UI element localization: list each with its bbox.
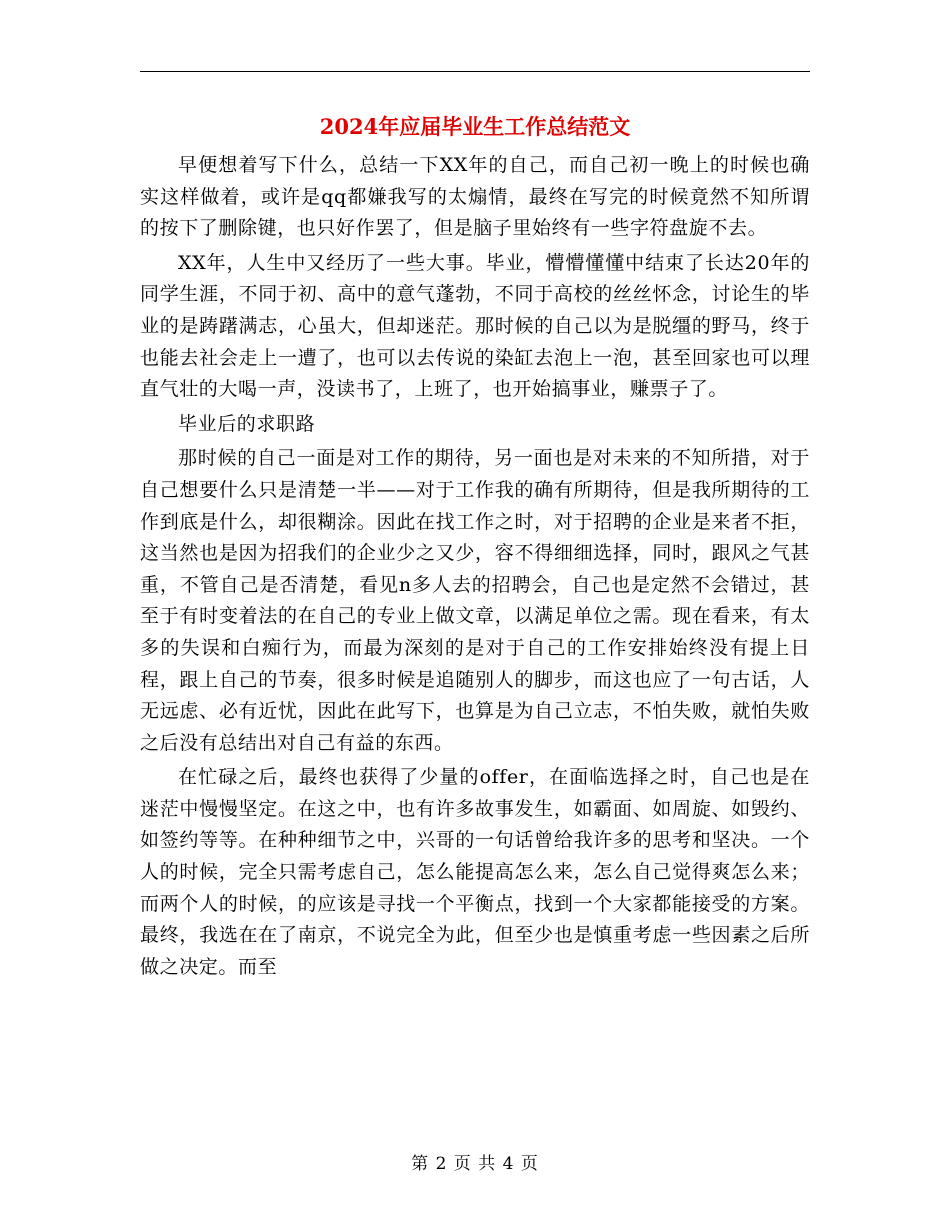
document-title: 2024年应届毕业生工作总结范文: [319, 114, 631, 139]
section-heading: 毕业后的求职路: [178, 412, 316, 435]
paragraph: 在忙碌之后，最终也获得了少量的offer，在面临选择之时，自己也是在迷茫中慢慢坚定。在这之中，也有许多故事发生，如霸面、如周旋、如毁约、如签约等等。在种种细节之中，兴哥的一句话曾给我许多的思考和坚决。一个人的时候，完全只需考虑自己，怎么能提高怎么来，怎么自己觉得爽怎么来；而两个人的时候，的应该是寻找一个平衡点，找到一个大家都能接受的方案。最终，我选在在了南京，不说完全为此，但至少也是慎重考虑一些因素之后所做之决定。而至: [140, 766, 810, 978]
header-rule: [140, 71, 810, 72]
paragraph: 早便想着写下什么，总结一下XX年的自己，而自己初一晚上的时候也确实这样做着，或许是qq都嫌我写的太煽情，最终在写完的时候竟然不知所谓的按下了删除键，也只好作罢了，但是脑子里始终有一些字符盘旋不去。: [140, 154, 810, 240]
paragraph: XX年，人生中又经历了一些大事。毕业，懵懵懂懂中结束了长达20年的同学生涯，不同于初、高中的意气蓬勃，不同于高校的丝丝怀念，讨论生的毕业的是踌躇满志，心虽大，但却迷茫。那时候的自己以为是脱缰的野马，终于也能去社会走上一遭了，也可以去传说的染缸去泡上一泡，甚至回家也可以理直气壮的大喝一声，没读书了，上班了，也开始搞事业，赚票子了。: [140, 251, 810, 401]
paragraph: 那时候的自己一面是对工作的期待，另一面也是对未来的不知所措，对于自己想要什么只是清楚一半——对于工作我的确有所期待，但是我所期待的工作到底是什么，却很糊涂。因此在找工作之时，对于招聘的企业是来者不拒，这当然也是因为招我们的企业少之又少，容不得细细选择，同时，跟风之气甚重，不管自己是否清楚，看见n多人去的招聘会，自己也是定然不会错过，甚至于有时变着法的在自己的专业上做文章，以满足单位之需。现在看来，有太多的失误和白痴行为，而最为深刻的是对于自己的工作安排始终没有提上日程，跟上自己的节奏，很多时候是追随别人的脚步，而这也应了一句古话，人无远虑、必有近忧，因此在此写下，也算是为自己立志，不怕失败，就怕失败之后没有总结出对自己有益的东西。: [140, 447, 810, 754]
document-body: [140, 150, 810, 986]
page-number-footer: 第 2 页 共 4 页: [411, 1154, 539, 1174]
